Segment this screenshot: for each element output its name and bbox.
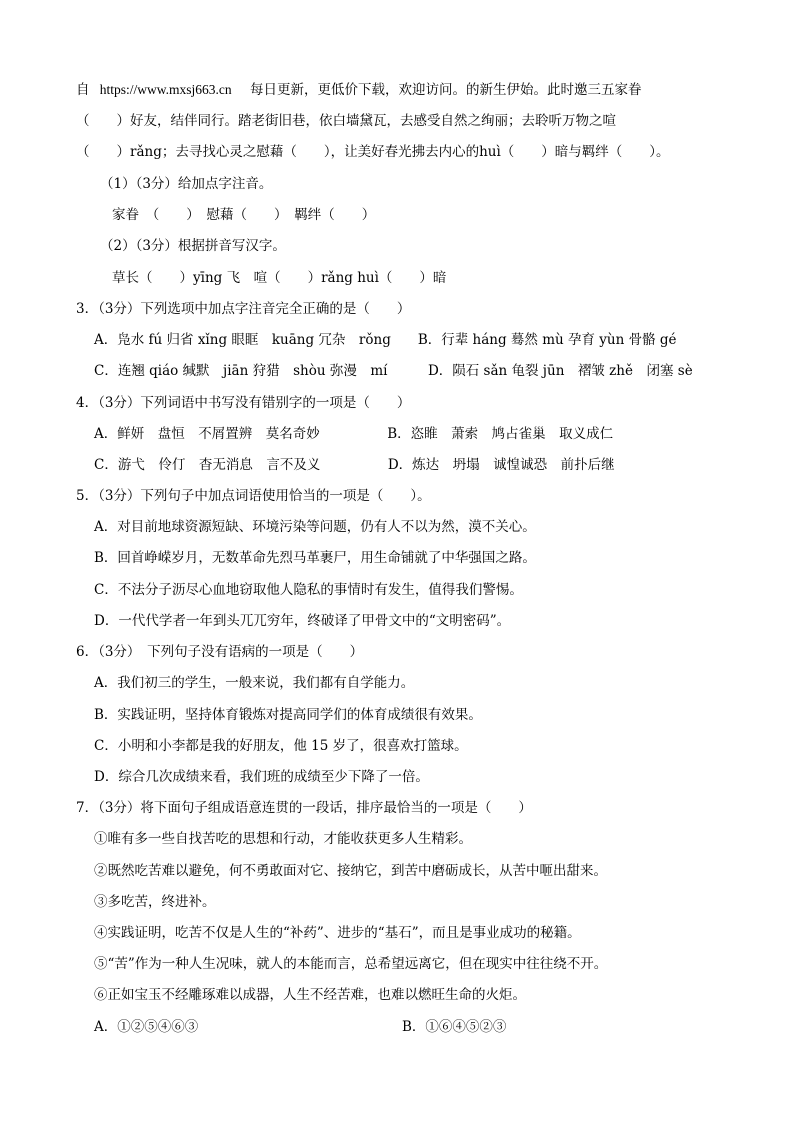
intro-line-2: （ ）好友，结伴同行。踏老街旧巷，依白墙黛瓦，去感受自然之绚丽；去聆听万物之喧 <box>76 113 616 129</box>
question-option-line: D．综合几次成绩来看，我们班的成绩至少下降了一倍。 <box>94 769 429 785</box>
question-stem: 6．（3分） 下列句子没有语病的一项是（ ） <box>76 644 364 660</box>
question-option-line: C．不法分子沥尽心血地窃取他人隐私的事情时有发生，值得我们警惕。 <box>94 582 523 598</box>
q7-option-a: A．①②⑤④⑥③ <box>94 1019 199 1035</box>
question-stem: 3．（3分）下列选项中加点字注音完全正确的是（ ） <box>76 301 411 317</box>
question-option-line: A．我们初三的学生，一般来说，我们都有自学能力。 <box>94 675 415 691</box>
q2-sub2-label: （2）（3分）根据拼音写汉字。 <box>100 238 286 254</box>
question-stem: 4．（3分）下列词语中书写没有错别字的一项是（ ） <box>76 395 411 411</box>
sentence-line: ①唯有多一些自找苦吃的思想和行动，才能收获更多人生精彩。 <box>94 831 472 847</box>
question-option-line: A．对目前地球资源短缺、环境污染等问题，仍有人不以为然，漠不关心。 <box>94 519 536 535</box>
question-option-line: B．实践证明，坚持体育锻炼对提高同学们的体育成绩很有效果。 <box>94 707 482 723</box>
intro-url: https://www.mxsj663.cn <box>99 82 232 97</box>
question-option-line: D．一代代学者一年到头兀兀穷年，终破译了甲骨文中的“文明密码”。 <box>94 613 511 629</box>
q2-sub1-body: 家眷 （ ） 慰藉（ ） 羁绊（ ） <box>112 207 376 223</box>
intro-prefix: 自 <box>76 82 90 98</box>
sentence-line: ④实践证明，吃苦不仅是人生的“补药”、进步的“基石”，而且是事业成功的秘籍。 <box>94 925 581 941</box>
q2-sub1-label: （1）（3分）给加点字注音。 <box>100 176 273 192</box>
sentence-line: ③多吃苦，终进补。 <box>94 894 216 910</box>
question-option-line: C．连翘 qiáo 缄默 jiān 狩猎 shòu 弥漫 mí D．陨石 sǎn 龟裂 jūn 褶皱 zhě 闭塞 sè <box>94 363 693 379</box>
question-stem: 5．（3分）下列句子中加点词语使用恰当的一项是（ ）。 <box>76 488 431 504</box>
question-option-line: B．回首峥嵘岁月，无数革命先烈马革裹尸，用生命铺就了中华强国之路。 <box>94 550 536 566</box>
question-option-line: A．鲜妍 盘恒 不屑置辨 莫名奇妙 B．恣睢 萧索 鸠占雀巢 取义成仁 <box>94 426 614 442</box>
sentence-line: ②既然吃苦难以避免，何不勇敢面对它、接纳它，到苦中磨砺成长，从苦中咂出甜来。 <box>94 863 607 879</box>
intro-line-3: （ ）rǎng；去寻找心灵之慰藉（ ），让美好春光拂去内心的huì（ ）暗与羁绊（ ）。 <box>76 144 670 160</box>
intro-line-1 <box>76 80 641 100</box>
question-option-line: C．游弋 伶仃 杳无消息 言不及义 D．炼达 坍塌 诚惶诚恐 前扑后继 <box>94 457 615 473</box>
q2-sub2-body: 草长（ ）yīng 飞 喧（ ）rǎng huì（ ）暗 <box>112 270 447 286</box>
q7-option-b: B．①⑥④⑤②③ <box>402 1019 507 1035</box>
sentence-line: ⑤“苦”作为一种人生况味，就人的本能而言，总希望远离它，但在现实中往往绕不开。 <box>94 956 608 972</box>
question-option-line: A．凫水 fú 归省 xǐng 眼眶 kuāng 冗杂 rǒng B．行辈 háng 蓦然 mù 孕育 yùn 骨骼 gé <box>94 332 677 348</box>
question-option-line: C．小明和小李都是我的好朋友，他 15 岁了，很喜欢打篮球。 <box>94 738 468 754</box>
sentence-line: ⑥正如宝玉不经雕琢难以成器，人生不经苦难，也难以燃旺生命的火炬。 <box>94 987 526 1003</box>
question-stem: 7．（3分）将下面句子组成语意连贯的一段话，排序最恰当的一项是（ ） <box>76 800 532 816</box>
intro-text: 每日更新，更低价下载，欢迎访问。的新生伊始。此时邀三五家眷 <box>249 82 642 98</box>
